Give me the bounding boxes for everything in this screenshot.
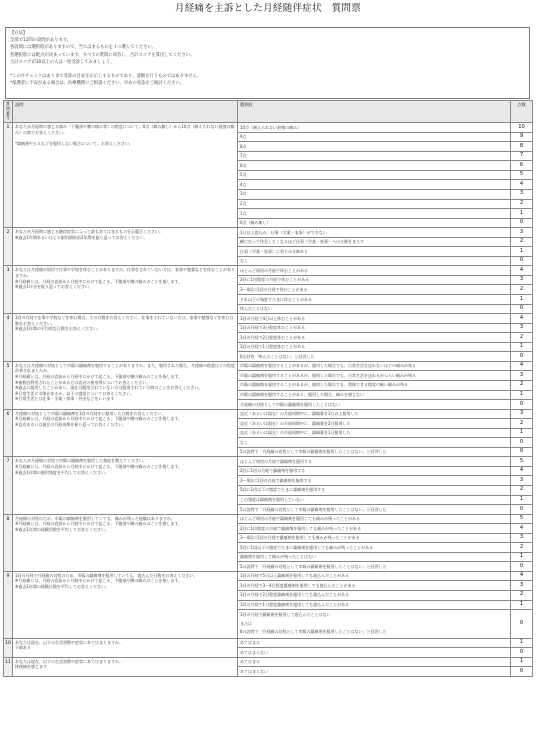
question-text — [13, 457, 238, 514]
table-row — [4, 361, 533, 371]
choice-label[interactable]: 直近（あるいは現在）の月経周期中に、鎮痛薬を2日服用した — [238, 419, 511, 429]
choice-score: 10 — [511, 123, 533, 133]
question-text-line: 1回の月経で月経痛の対処のため、市販の鎮痛剤を服用していても、寝込んだ日数をお答えください。 — [15, 572, 198, 578]
question-text-line: あなたが月経時に感じる随伴症状によって最もあてはまるものをお選びください。 — [15, 229, 163, 235]
question-text-line: ※過去1年間の平均的な日数をお答えください。 — [15, 326, 101, 332]
question-text-line: ※月経痛とは、月経の直前から月経中にかけて起こる、下腹部や腰の痛みのことを指します。 — [15, 463, 183, 469]
instruction-line: 全部で11問の設問があります。 — [10, 38, 71, 44]
instruction-line: 【方法】 — [10, 31, 28, 36]
questionnaire-body — [4, 123, 533, 677]
table-row — [4, 657, 533, 667]
choice-score: 3 — [511, 371, 533, 381]
question-text — [13, 638, 238, 657]
choice-label[interactable]: 月経痛の対処として市販の鎮痛剤を服用したことはない — [238, 400, 511, 410]
choice-label[interactable]: 1日以上寝込み、仕事（学業・家事）ができない — [238, 228, 511, 238]
choice-score: 1 — [511, 428, 533, 438]
choice-label[interactable]: 5の設問で「月経痛の対処として市販の鎮痛剤を服用したことはない」と回答した — [238, 505, 511, 515]
question-text-line: ※過去に服用したことがあり、現在は服用されていない方は服用されていた時のことをお答えください。 — [15, 385, 203, 391]
choice-score: 2 — [511, 333, 533, 343]
choice-score: 3 — [511, 323, 533, 333]
choice-label[interactable]: それ以下の頻度でたまに休むことがある — [238, 295, 511, 305]
question-number: 8 — [4, 514, 13, 571]
question-text-line: ※過去1年間の経験日数を平均してお答えください。 — [15, 584, 109, 590]
choice-score: 1 — [511, 657, 533, 667]
choice-score: 1 — [511, 295, 533, 305]
choice-score: 2 — [511, 199, 533, 209]
question-text-line: ※過去1年間の服用頻度を平均してお答えください。 — [15, 469, 109, 475]
choice-score: 1 — [511, 495, 533, 505]
choice-score: 0 — [511, 218, 533, 228]
question-number: 1 — [4, 123, 13, 228]
instructions-box — [5, 27, 530, 99]
choice-score: 0 — [511, 352, 533, 362]
choice-score: 1 — [511, 638, 533, 648]
choice-score: 4 — [511, 180, 533, 190]
choice-label[interactable]: 市販の鎮痛剤を服用することがあり、服用した場合、痛みを感じない — [238, 390, 511, 400]
question-text — [13, 361, 238, 409]
choice-label[interactable]: 横になって休息したくなるほど仕事（学業・家事）への支障をきたす — [238, 237, 511, 247]
question-text-line: あなたが月経痛の対処で市販の鎮痛剤を服用した頻度を教えてください。 — [15, 458, 147, 464]
choice-label[interactable]: 市販の鎮痛剤を服用することがあるが、服用した場合でも、日常生活を送れないほどの痛みが残る — [238, 361, 511, 371]
choice-label[interactable]: 7点 — [238, 151, 511, 161]
choice-score: 3 — [511, 228, 533, 238]
choice-label[interactable]: 9点 — [238, 132, 511, 142]
choice-label[interactable]: 3〜4回に1回の月経で鎮痛剤を服用しても痛みが残ったことがある — [238, 533, 511, 543]
question-text-line: ※過去1年間の経験回数を平均してお答えください。 — [15, 526, 109, 532]
choice-label[interactable]: 市販の鎮痛剤を服用することがあるが、服用した場合でも、日常生活を送れるがつらい痛みが残る — [238, 371, 511, 381]
choice-label[interactable]: 市販の鎮痛剤を服用することがあるが、服用した場合でも、我慢できる程度の軽い痛みが残る — [238, 380, 511, 390]
question-text-line: *鎮痛剤やピルなどを服用しない場合について、お答えください。 — [15, 140, 133, 146]
choice-label[interactable]: 直近（あるいは現在）の月経周期中に、鎮痛薬を3日以上服用した — [238, 409, 511, 419]
question-text-line: あなたが月経時に感じる痛み（下腹部や腰の痛み等）の程度について、0点（痛み無し）から10点（耐えられない最強の痛み）の間でお答えください。 — [15, 124, 235, 135]
question-number: 9 — [4, 571, 13, 638]
question-text — [13, 228, 238, 266]
table-row — [4, 571, 533, 581]
table-row — [4, 514, 533, 524]
question-text — [13, 123, 238, 228]
question-text-line: 排便痛を感じます — [15, 664, 47, 670]
choice-score: 1 — [511, 390, 533, 400]
question-text-line: ※月経痛とは、月経の直前から月経中にかけて起こる、下腹部や腰の痛みのことを指します。 — [15, 278, 183, 284]
choice-label[interactable]: 仕事（学業・家事）に若干の支障あり — [238, 247, 511, 257]
header-number: 質問番号 — [4, 101, 13, 123]
choice-label[interactable]: あてはまる — [238, 638, 511, 648]
question-text-line: ※過去1年間あるいはピル服用開始前1年間を振り返ってお答えください。 — [15, 234, 148, 240]
choice-score: 0 — [511, 438, 533, 448]
choice-label[interactable]: 1回の月経で鎮痛剤を服用して寝込んだことはない または 8の設問で「月経痛の対処として市販の鎮痛剤を服用したことはない」と回答した — [238, 610, 511, 639]
header-score: 点数 — [511, 101, 533, 123]
question-text-line: 月経痛の対処のため、市販の鎮痛剤を服用していても、痛みが残った経験はありますか。 — [15, 515, 175, 521]
instruction-line: 各設問には選択肢がありますので、当てはまるものを１つ選んでください。 — [10, 45, 157, 51]
table-row — [4, 409, 533, 419]
choice-score: 7 — [511, 151, 533, 161]
choice-label[interactable]: 5の設問で「月経痛の対処として市販の鎮痛剤を服用したことはない」と回答した — [238, 562, 511, 572]
choice-label[interactable]: 1回の月経で3〜4日程度鎮痛剤を服用しても寝込んだことがある — [238, 581, 511, 591]
question-text — [13, 514, 238, 571]
choice-label[interactable]: 2回に1回程度の月経で鎮痛剤を服用しても痛みが残ったことがある — [238, 524, 511, 534]
choice-score: 1 — [511, 552, 533, 562]
choice-score: 3 — [511, 409, 533, 419]
choice-label[interactable]: 4点 — [238, 180, 511, 190]
header-choices: 選択肢 — [238, 101, 511, 123]
choice-label[interactable]: 0点回答「休んだことはない」と回答した — [238, 352, 511, 362]
choice-score: 6 — [511, 161, 533, 171]
choice-score: 4 — [511, 361, 533, 371]
question-text-line: ※月経痛とは、月経の直前から月経中にかけて起こる、下腹部や腰の痛みのことを指します。 — [15, 578, 183, 584]
choice-label[interactable]: 2点 — [238, 199, 511, 209]
header-question: 設問 — [13, 101, 238, 123]
choice-label[interactable]: 2回に1回程度の月経で休むことがある — [238, 275, 511, 285]
choice-label[interactable]: 1回の月経で2日程度休むことがある — [238, 333, 511, 343]
choice-score: 0 — [511, 505, 533, 515]
question-text-line: ※直近あるいは現在の月経周期を振り返ってお答えください。 — [15, 421, 127, 427]
question-text — [13, 266, 238, 314]
instruction-line: 各選択肢には配点が決まっています。すべての質問に回答し、合計スコアを算出してください。 — [10, 52, 195, 58]
question-text — [13, 657, 238, 676]
choice-score: 4 — [511, 266, 533, 276]
choice-label[interactable]: この頻度は鎮痛剤を服用していない — [238, 495, 511, 505]
choice-score: 3 — [511, 533, 533, 543]
choice-score: 5 — [511, 514, 533, 524]
choice-label[interactable]: 3〜4回に1回の月経で鎮痛剤を服用する — [238, 476, 511, 486]
choice-label[interactable]: 1回の月経で5日以上鎮痛剤を服用しても寝込んだことがある — [238, 571, 511, 581]
question-text-line: ※月経痛とは、月経の直前から月経中にかけて起こる、下腹部や腰の痛みのことを指します。 — [15, 374, 183, 380]
choice-label[interactable]: 3〜4回に1回の月経で休むことがある — [238, 285, 511, 295]
choice-score: 2 — [511, 237, 533, 247]
choice-label[interactable]: 2回に1回の月経で鎮痛剤を服用する — [238, 466, 511, 476]
choice-label[interactable]: 1回の月経で3日程度休むことがある — [238, 323, 511, 333]
question-text-line: 月経痛の対処として市販の鎮痛剤を1回の月経中に服用した日数をお答えください。 — [15, 410, 166, 416]
choice-score: 1 — [511, 209, 533, 219]
choice-label[interactable]: なし — [238, 256, 511, 266]
question-text-line: ※過去1年分を振り返ってお答えください。 — [15, 284, 93, 290]
choice-score: 2 — [511, 380, 533, 390]
choice-score: 4 — [511, 466, 533, 476]
choice-score: 4 — [511, 314, 533, 324]
choice-score: 1 — [511, 342, 533, 352]
choice-score: 3 — [511, 476, 533, 486]
choice-label[interactable]: あてはまらない — [238, 648, 511, 658]
page-title: 月経痛を主訴とした月経随伴症状 質問票 — [174, 3, 362, 14]
choice-score: 1 — [511, 600, 533, 610]
table-row — [4, 638, 533, 648]
choice-score: 5 — [511, 457, 533, 467]
choice-score: 0 — [511, 667, 533, 677]
choice-score: 2 — [511, 419, 533, 429]
question-number: 2 — [4, 228, 13, 266]
choice-label[interactable]: ほとんど毎回の月経で休むことがある — [238, 266, 511, 276]
instruction-line: *この月チェックはあくまで受診の目安をお示しするものであり、診断を行うものではありません。 — [10, 74, 202, 80]
choice-label[interactable]: なし — [238, 438, 511, 448]
question-number: 6 — [4, 409, 13, 457]
choice-label[interactable]: ほとんど毎回の月経で鎮痛剤を服用する — [238, 457, 511, 467]
choice-score: 9 — [511, 132, 533, 142]
choice-score: 4 — [511, 571, 533, 581]
question-text-line: あなたは月経痛が原因で仕事や学校を休むことがありますか。仕事をされていない方は、家事や勉強などを休むことがありますか。 — [15, 267, 235, 278]
question-text-line: ※日常生活に支障があるか、以下の感覚についてお答えください。 — [15, 390, 135, 396]
choice-label[interactable]: 休んだことはない — [238, 304, 511, 314]
choice-score: 8 — [511, 142, 533, 152]
choice-label[interactable]: 1回の月経で4日以上休むことがある — [238, 314, 511, 324]
instruction-line: 合計スコアが10以上の人は一度受診してみましょう。 — [10, 59, 115, 65]
question-number: 4 — [4, 314, 13, 362]
choice-score: 0 — [511, 447, 533, 457]
choice-label[interactable]: 5回に1回以下の頻度でたまに鎮痛剤を服用しても痛みが残ったことがある — [238, 543, 511, 553]
choice-score: 5 — [511, 170, 533, 180]
instruction-line — [10, 66, 525, 73]
choice-score: 0 — [511, 304, 533, 314]
choice-label[interactable]: ほとんど毎回の月経で鎮痛剤を服用しても痛みが残ったことがある — [238, 514, 511, 524]
choice-label[interactable]: あてはまる — [238, 657, 511, 667]
table-row — [4, 266, 533, 276]
table-row — [4, 123, 533, 133]
choice-label[interactable]: 1回の月経で2日程度鎮痛剤を服用しても寝込んだことがある — [238, 590, 511, 600]
choice-label[interactable]: 鎮痛剤を服用して痛みが残ったことはない — [238, 552, 511, 562]
question-text-line: ※月経痛とは、月経の直前から月経中にかけて起こる、下腹部や腰の痛みのことを指します。 — [15, 416, 183, 422]
choice-score: 0 — [511, 562, 533, 572]
choice-score: 0 — [511, 256, 533, 266]
question-text-line: ※日常生活とは仕事・学業・家事・外出などをいいます — [15, 396, 115, 402]
choice-label[interactable]: 直近（あるいは現在）の月経周期中に、鎮痛薬を1日服用した — [238, 428, 511, 438]
choice-score: 2 — [511, 285, 533, 295]
choice-score: 2 — [511, 485, 533, 495]
question-number: 10 — [4, 638, 13, 657]
question-number: 7 — [4, 457, 13, 514]
questionnaire-table — [3, 100, 533, 677]
choice-label[interactable]: 5点 — [238, 170, 511, 180]
question-number: 3 — [4, 266, 13, 314]
table-row — [4, 457, 533, 467]
choice-label[interactable]: 5回に1回以下の頻度でたまに鎮痛剤を服用する — [238, 485, 511, 495]
question-text-line: 下痢あり — [15, 645, 31, 651]
choice-label[interactable]: 8点 — [238, 142, 511, 152]
choice-label[interactable]: 6点 — [238, 161, 511, 171]
choice-score: 0 — [511, 610, 533, 639]
choice-score: 3 — [511, 581, 533, 591]
table-row — [4, 228, 533, 238]
choice-score: 2 — [511, 543, 533, 553]
choice-label[interactable]: 5の設問で「月経痛の対処として市販の鎮痛剤を服用したことはない」と回答した — [238, 447, 511, 457]
question-number: 5 — [4, 361, 13, 409]
question-text-line: ※月経痛とは、月経の直前から月経中にかけて起こる、下腹部や腰の痛みのことを指します。 — [15, 521, 183, 527]
question-text-line: ※複数回利用されたことがある方は直近の使用例についてお答えください。 — [15, 379, 151, 385]
table-row — [4, 314, 533, 324]
choice-label[interactable]: あてはまらない — [238, 667, 511, 677]
choice-score: 1 — [511, 247, 533, 257]
question-text — [13, 571, 238, 638]
table-header-row — [4, 101, 533, 123]
question-number: 11 — [4, 657, 13, 676]
question-text-line: 1回の月経で仕事や学校などを休む場合、その日数をお答えください。仕事をされていない方は、家事や勉強などを休む日数をお答えください。 — [15, 315, 234, 326]
question-text — [13, 314, 238, 362]
instruction-line: *保護者に不安がある場合は、医療機関にご相談ください。早めの受診をご検討ください。 — [10, 81, 185, 87]
question-text — [13, 409, 238, 457]
choice-label[interactable]: 3点 — [238, 190, 511, 200]
choice-label[interactable]: 0点（痛み無し） — [238, 218, 511, 228]
choice-score: 0 — [511, 648, 533, 658]
choice-score: 3 — [511, 190, 533, 200]
choice-label[interactable]: 1回の月経で1日程度休むことがある — [238, 342, 511, 352]
choice-label[interactable]: 1点 — [238, 209, 511, 219]
choice-score: 2 — [511, 590, 533, 600]
choice-score: 0 — [511, 400, 533, 410]
question-text-line: あなたは現在、以下の生活習慣や症状にあてはまりますか。 — [15, 639, 123, 645]
choice-score: 4 — [511, 524, 533, 534]
question-text-line: あなたは現在、以下の生活習慣や症状にあてはまりますか。 — [15, 658, 123, 664]
choice-score: 3 — [511, 275, 533, 285]
choice-label[interactable]: 1回の月経で1日程度鎮痛剤を服用しても寝込んだことがある — [238, 600, 511, 610]
choice-label[interactable]: 10点（耐えられない最強の痛み） — [238, 123, 511, 133]
question-text-line: あなたは月経痛の対処として市販の鎮痛剤を服用することがありますか。また、服用された場合、月経痛の程度はどの程度改善されましたか。 — [15, 362, 235, 374]
